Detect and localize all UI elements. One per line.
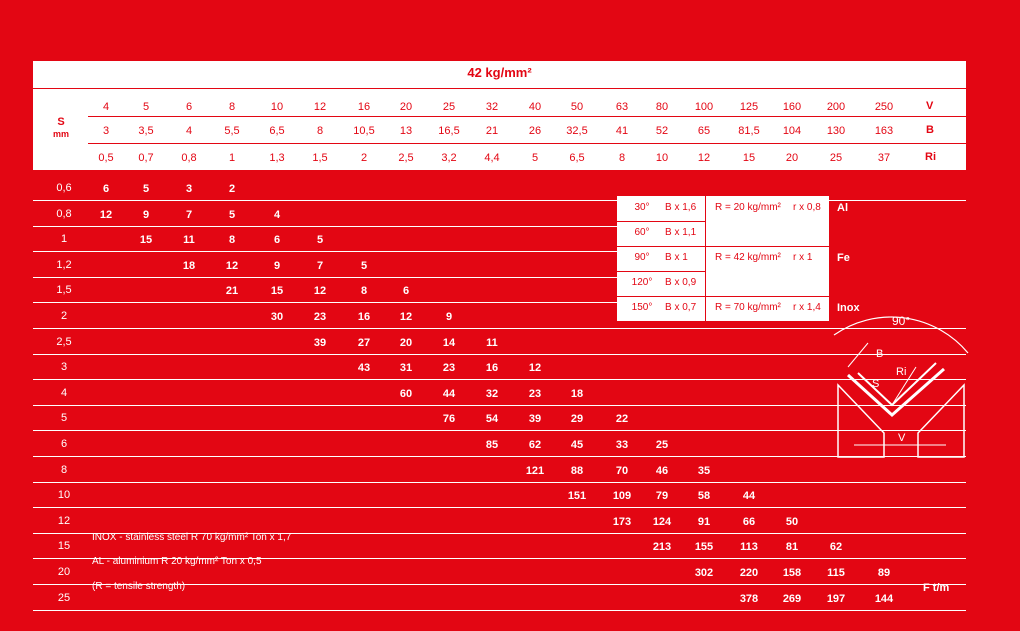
force-value: 197 <box>826 593 846 605</box>
force-value: 21 <box>225 285 239 297</box>
force-value: 30 <box>270 311 284 323</box>
force-value: 3 <box>185 183 193 195</box>
ri-row-value: 10 <box>655 152 669 164</box>
material-name: Inox <box>837 302 860 314</box>
force-value: 12 <box>99 209 113 221</box>
divider <box>33 88 966 89</box>
ri-row-value: 25 <box>829 152 843 164</box>
force-value: 29 <box>570 413 584 425</box>
v-row-value: 6 <box>185 101 193 113</box>
force-value: 2 <box>228 183 236 195</box>
thickness-label: 2,5 <box>56 336 72 348</box>
ri-row-value: 5 <box>531 152 539 164</box>
thickness-label: 1,2 <box>56 259 72 271</box>
force-value: 6 <box>402 285 410 297</box>
divider <box>705 246 829 247</box>
divider <box>705 296 829 297</box>
thickness-label: 5 <box>60 412 68 424</box>
v-row-label: V <box>926 100 934 112</box>
force-value: 14 <box>442 337 456 349</box>
thickness-label: 12 <box>57 515 71 527</box>
force-value: 23 <box>528 388 542 400</box>
divider <box>88 116 966 117</box>
thickness-label: 1,5 <box>56 284 72 296</box>
force-value: 6 <box>102 183 110 195</box>
diagram-s: S <box>872 378 880 390</box>
v-row-value: 16 <box>357 101 371 113</box>
ri-row-value: 0,5 <box>98 152 114 164</box>
force-value: 12 <box>225 260 239 272</box>
diagram-b: B <box>876 348 884 360</box>
v-row-value: 20 <box>399 101 413 113</box>
v-row-value: 12 <box>313 101 327 113</box>
force-value: 50 <box>785 516 799 528</box>
force-value: 9 <box>445 311 453 323</box>
v-row-value: 25 <box>442 101 456 113</box>
b-row-value: 65 <box>697 125 711 137</box>
thickness-label: 10 <box>57 489 71 501</box>
die-right <box>918 385 964 457</box>
force-value: 46 <box>655 465 669 477</box>
footnote-tensile: (R = tensile strength) <box>92 581 186 592</box>
b-row-value: 104 <box>782 125 802 137</box>
row-divider <box>33 277 617 278</box>
force-value: 23 <box>442 362 456 374</box>
angle-factor: B x 1 <box>665 252 688 263</box>
b-row-value: 10,5 <box>353 125 375 137</box>
thickness-label: 3 <box>60 361 68 373</box>
force-value: 269 <box>782 593 802 605</box>
b-row-value: 41 <box>615 125 629 137</box>
force-value: 155 <box>694 541 714 553</box>
force-value: 15 <box>139 234 153 246</box>
row-divider <box>33 610 966 611</box>
force-value: 121 <box>525 465 545 477</box>
force-value: 22 <box>615 413 629 425</box>
ri-row-value: 0,8 <box>181 152 197 164</box>
force-value: 12 <box>399 311 413 323</box>
angle-value: 30° <box>634 202 650 213</box>
material-strength: R = 42 kg/mm² <box>715 252 781 263</box>
force-value: 23 <box>313 311 327 323</box>
v-row-value: 10 <box>270 101 284 113</box>
b-row-value: 52 <box>655 125 669 137</box>
row-divider <box>33 251 617 252</box>
thickness-label: 6 <box>60 438 68 450</box>
force-value: 25 <box>655 439 669 451</box>
b-row-value: 5,5 <box>224 125 240 137</box>
force-value: 16 <box>485 362 499 374</box>
force-value: 85 <box>485 439 499 451</box>
footnote-inox: INOX - stainless steel R 70 kg/mm² Ton x 1,7 <box>92 532 292 543</box>
divider <box>88 143 966 144</box>
thickness-label: 15 <box>57 540 71 552</box>
v-row-value: 200 <box>826 101 846 113</box>
force-value: 35 <box>697 465 711 477</box>
ri-row-value: 20 <box>785 152 799 164</box>
ri-row-value: 1,3 <box>269 152 285 164</box>
force-value: 44 <box>442 388 456 400</box>
mm-label: mm <box>52 129 69 139</box>
die-left <box>838 385 884 457</box>
b-row-value: 3,5 <box>138 125 154 137</box>
b-row-value: 26 <box>528 125 542 137</box>
v-row-value: 8 <box>228 101 236 113</box>
material-multiplier: r x 0,8 <box>793 202 821 213</box>
ri-row-value: 0,7 <box>138 152 154 164</box>
force-value: 113 <box>740 541 758 553</box>
force-value: 18 <box>182 260 196 272</box>
row-divider <box>33 302 617 303</box>
thickness-label: 4 <box>60 387 68 399</box>
ri-row-value: 12 <box>697 152 711 164</box>
divider <box>617 296 705 297</box>
b-row-value: 4 <box>185 125 193 137</box>
force-unit-label: F t/m <box>923 582 950 594</box>
b-row-value: 13 <box>399 125 413 137</box>
force-value: 62 <box>528 439 542 451</box>
thickness-label: 0,6 <box>56 182 72 194</box>
ri-row-value: 1,5 <box>312 152 328 164</box>
force-value: 11 <box>486 337 498 349</box>
ri-row-value: 1 <box>228 152 236 164</box>
force-value: 18 <box>570 388 584 400</box>
ri-row-value: 2 <box>360 152 368 164</box>
force-value: 12 <box>313 285 327 297</box>
material-strength: R = 20 kg/mm² <box>715 202 781 213</box>
force-value: 81 <box>785 541 799 553</box>
force-value: 8 <box>228 234 236 246</box>
v-row-value: 80 <box>655 101 669 113</box>
bend-diagram <box>826 305 976 465</box>
force-value: 43 <box>357 362 371 374</box>
angle-factor: B x 0,9 <box>665 277 697 288</box>
ri-row-value: 37 <box>877 152 891 164</box>
force-value: 31 <box>399 362 413 374</box>
angle-factor: B x 1,1 <box>665 227 697 238</box>
force-value: 27 <box>357 337 371 349</box>
thickness-label: 0,8 <box>56 208 72 220</box>
force-value: 70 <box>615 465 629 477</box>
force-value: 45 <box>570 439 584 451</box>
angle-value: 150° <box>631 302 653 313</box>
row-divider <box>33 507 966 508</box>
force-value: 302 <box>694 567 714 579</box>
force-value: 115 <box>827 567 845 579</box>
b-row-value: 81,5 <box>738 125 760 137</box>
v-row-value: 4 <box>102 101 110 113</box>
force-value: 151 <box>567 490 587 502</box>
force-value: 158 <box>782 567 802 579</box>
angle-factor: B x 0,7 <box>665 302 697 313</box>
angle-value: 90° <box>634 252 650 263</box>
v-row-value: 100 <box>694 101 714 113</box>
force-value: 144 <box>874 593 894 605</box>
force-value: 124 <box>652 516 672 528</box>
divider <box>617 221 705 222</box>
force-value: 6 <box>273 234 281 246</box>
table-header <box>33 61 966 170</box>
thickness-label: 8 <box>60 464 68 476</box>
thickness-label: 20 <box>57 566 71 578</box>
force-value: 5 <box>228 209 236 221</box>
force-value: 33 <box>615 439 629 451</box>
force-value: 5 <box>142 183 150 195</box>
ri-row-value: 6,5 <box>569 152 585 164</box>
b-row-label: B <box>926 124 934 136</box>
ri-row-value: 8 <box>618 152 626 164</box>
footnote-aluminium: AL - aluminium R 20 kg/mm² Ton x 0,5 <box>92 556 262 567</box>
force-value: 7 <box>185 209 193 221</box>
material-strength: R = 70 kg/mm² <box>715 302 781 313</box>
table-title: 42 kg/mm² <box>467 65 532 80</box>
force-value: 39 <box>313 337 327 349</box>
force-value: 54 <box>485 413 499 425</box>
row-divider <box>33 226 617 227</box>
divider <box>617 271 705 272</box>
force-value: 109 <box>612 490 632 502</box>
b-row-value: 130 <box>826 125 846 137</box>
b-dimension <box>848 343 868 367</box>
diagram-ri: Ri <box>896 366 907 378</box>
b-row-value: 32,5 <box>566 125 588 137</box>
thickness-label: 1 <box>60 233 68 245</box>
force-value: 173 <box>612 516 632 528</box>
v-row-value: 32 <box>485 101 499 113</box>
s-label: S <box>57 116 65 128</box>
force-value: 7 <box>316 260 324 272</box>
b-row-value: 163 <box>874 125 894 137</box>
v-row-value: 40 <box>528 101 542 113</box>
thickness-label: 25 <box>57 592 71 604</box>
force-value: 62 <box>829 541 843 553</box>
force-value: 8 <box>360 285 368 297</box>
material-name: Fe <box>837 252 850 264</box>
force-value: 89 <box>877 567 891 579</box>
force-value: 4 <box>273 209 281 221</box>
force-value: 76 <box>442 413 456 425</box>
v-row-value: 63 <box>615 101 629 113</box>
force-value: 88 <box>570 465 584 477</box>
ri-row-value: 2,5 <box>398 152 414 164</box>
force-value: 60 <box>399 388 413 400</box>
b-row-value: 6,5 <box>269 125 285 137</box>
force-value: 5 <box>360 260 368 272</box>
force-value: 16 <box>357 311 371 323</box>
force-value: 66 <box>742 516 756 528</box>
angle-value: 120° <box>631 277 653 288</box>
force-value: 9 <box>273 260 281 272</box>
b-row-value: 16,5 <box>438 125 460 137</box>
ri-row-value: 15 <box>742 152 756 164</box>
force-value: 20 <box>399 337 413 349</box>
force-value: 79 <box>655 490 669 502</box>
force-value: 44 <box>742 490 756 502</box>
force-value: 213 <box>652 541 672 553</box>
force-value: 58 <box>697 490 711 502</box>
force-value: 39 <box>528 413 542 425</box>
diagram-v: V <box>898 432 906 444</box>
ri-row-label: Ri <box>925 151 936 163</box>
v-row-value: 250 <box>874 101 894 113</box>
force-value: 378 <box>739 593 759 605</box>
force-value: 5 <box>316 234 324 246</box>
ri-row-value: 4,4 <box>484 152 500 164</box>
angle-factor: B x 1,6 <box>665 202 697 213</box>
ri-row-value: 3,2 <box>441 152 457 164</box>
material-multiplier: r x 1 <box>793 252 813 263</box>
b-row-value: 8 <box>316 125 324 137</box>
b-row-value: 21 <box>485 125 499 137</box>
force-value: 11 <box>183 234 195 246</box>
divider <box>705 196 706 321</box>
angle-factor-box <box>617 196 829 321</box>
b-row-value: 3 <box>102 125 110 137</box>
row-divider <box>33 482 966 483</box>
force-value: 9 <box>142 209 150 221</box>
angle-value: 60° <box>634 227 650 238</box>
v-row-value: 5 <box>142 101 150 113</box>
force-value: 12 <box>528 362 542 374</box>
thickness-label: 2 <box>60 310 68 322</box>
force-value: 15 <box>270 285 284 297</box>
material-multiplier: r x 1,4 <box>793 302 821 313</box>
material-name: Al <box>837 202 848 214</box>
v-row-value: 50 <box>570 101 584 113</box>
force-value: 91 <box>697 516 711 528</box>
force-value: 220 <box>739 567 759 579</box>
diagram-angle: 90° <box>892 314 911 328</box>
v-row-value: 125 <box>739 101 759 113</box>
divider <box>617 246 705 247</box>
force-value: 32 <box>485 388 499 400</box>
v-row-value: 160 <box>782 101 802 113</box>
